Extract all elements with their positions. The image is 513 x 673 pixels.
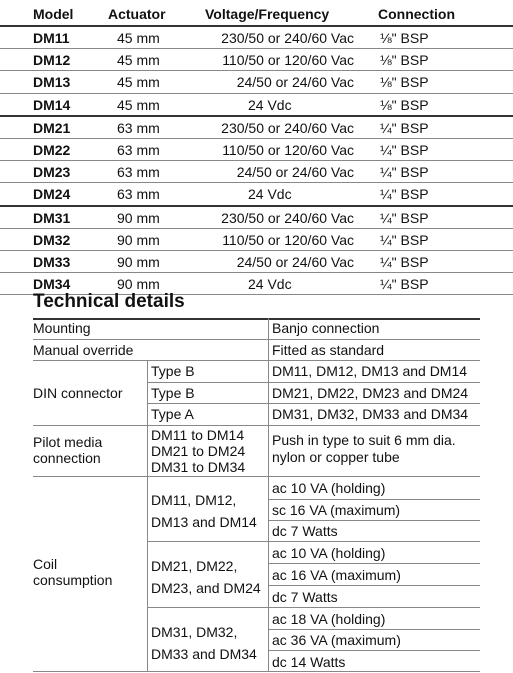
connection-cell: ¼" BSP xyxy=(380,209,429,226)
table-row xyxy=(0,228,513,250)
pilot-label: connection xyxy=(33,450,101,466)
model-cell: DM32 xyxy=(33,231,71,248)
table-row xyxy=(0,250,513,272)
rule xyxy=(33,476,480,477)
model-cell: DM23 xyxy=(33,164,71,181)
coil-value: sc 16 VA (maximum) xyxy=(272,502,401,518)
pilot-models: DM11 to DM14 xyxy=(151,427,245,443)
rule xyxy=(268,650,480,651)
voltage-cell: 24/50 or 24/60 Vac xyxy=(236,253,354,270)
voltage-cell: 24/50 or 24/60 Vac xyxy=(236,164,354,181)
actuator-cell: 45 mm xyxy=(117,74,160,91)
voltage-cell: 24 Vdc xyxy=(248,276,292,293)
din-models: DM31, DM32, DM33 and DM34 xyxy=(272,406,469,422)
header-connection: Connection xyxy=(378,6,455,22)
din-label: DIN connector xyxy=(33,385,123,401)
table-row xyxy=(0,205,513,228)
table-row xyxy=(0,48,513,70)
model-cell: DM11 xyxy=(33,30,70,46)
override-value: Fitted as standard xyxy=(272,342,385,358)
model-cell: DM34 xyxy=(33,276,71,293)
model-cell: DM31 xyxy=(33,209,71,226)
pilot-value: Push in type to suit 6 mm dia. xyxy=(272,432,456,448)
model-cell: DM33 xyxy=(33,253,71,270)
model-cell: DM24 xyxy=(33,186,71,203)
coil-models: DM13 and DM14 xyxy=(151,514,257,530)
voltage-cell: 110/50 or 120/60 Vac xyxy=(222,231,354,248)
coil-models: DM23, and DM24 xyxy=(151,580,261,596)
model-table-header xyxy=(0,0,513,24)
actuator-cell: 90 mm xyxy=(117,209,160,226)
pilot-value: nylon or copper tube xyxy=(272,449,400,465)
coil-models: DM21, DM22, xyxy=(151,558,238,574)
rule xyxy=(33,318,480,320)
voltage-cell: 230/50 or 240/60 Vac xyxy=(221,119,354,136)
model-cell: DM22 xyxy=(33,141,71,158)
din-type: Type A xyxy=(151,406,194,422)
rule xyxy=(268,318,269,672)
connection-cell: ¼" BSP xyxy=(380,141,429,158)
connection-cell: ¼" BSP xyxy=(380,119,429,136)
rule xyxy=(33,425,480,426)
din-type: Type B xyxy=(151,385,195,401)
actuator-cell: 45 mm xyxy=(117,30,160,46)
model-cell: DM21 xyxy=(33,119,71,136)
coil-value: dc 7 Watts xyxy=(272,523,338,539)
actuator-cell: 63 mm xyxy=(117,119,160,136)
coil-label: consumption xyxy=(33,572,113,588)
coil-value: ac 10 VA (holding) xyxy=(272,480,386,496)
rule xyxy=(147,541,480,542)
din-models: DM11, DM12, DM13 and DM14 xyxy=(272,363,468,379)
table-row xyxy=(0,182,513,204)
din-models: DM21, DM22, DM23 and DM24 xyxy=(272,385,469,401)
actuator-cell: 63 mm xyxy=(117,164,160,181)
connection-cell: ¼" BSP xyxy=(380,276,429,293)
coil-value: ac 36 VA (maximum) xyxy=(272,632,401,648)
rule xyxy=(268,585,480,586)
coil-value: ac 10 VA (holding) xyxy=(272,545,386,561)
rule xyxy=(268,629,480,630)
coil-models: DM31, DM32, xyxy=(151,624,238,640)
actuator-cell: 63 mm xyxy=(117,186,160,203)
connection-cell: ¼" BSP xyxy=(380,231,429,248)
rule xyxy=(268,520,480,521)
header-voltage: Voltage/Frequency xyxy=(205,6,330,22)
actuator-cell: 63 mm xyxy=(117,141,160,158)
rule xyxy=(268,563,480,564)
coil-models: DM11, DM12, xyxy=(151,492,237,508)
coil-models: DM33 and DM34 xyxy=(151,646,257,662)
rule xyxy=(147,476,148,672)
actuator-cell: 90 mm xyxy=(117,276,160,293)
table-row xyxy=(0,25,513,48)
connection-cell: ⅛" BSP xyxy=(380,30,429,46)
voltage-cell: 230/50 or 240/60 Vac xyxy=(221,209,354,226)
voltage-cell: 230/50 or 240/60 Vac xyxy=(221,30,354,46)
table-row xyxy=(0,93,513,115)
rule xyxy=(33,671,480,672)
model-cell: DM14 xyxy=(33,96,71,113)
rule xyxy=(147,607,480,608)
header-model: Model xyxy=(33,6,74,22)
rule xyxy=(147,403,480,404)
pilot-models: DM31 to DM34 xyxy=(151,459,246,475)
override-label: Manual override xyxy=(33,342,134,358)
mounting-value: Banjo connection xyxy=(272,320,380,336)
table-row xyxy=(0,138,513,160)
coil-label: Coil xyxy=(33,556,58,572)
din-type: Type B xyxy=(151,363,195,379)
actuator-cell: 90 mm xyxy=(117,231,160,248)
actuator-cell: 45 mm xyxy=(117,52,160,69)
model-cell: DM12 xyxy=(33,52,71,69)
rule xyxy=(147,360,148,476)
connection-cell: ¼" BSP xyxy=(380,186,429,203)
technical-details-table xyxy=(0,318,513,672)
connection-cell: ⅛" BSP xyxy=(380,96,429,113)
pilot-models: DM21 to DM24 xyxy=(151,443,246,459)
model-table xyxy=(0,25,513,295)
technical-details-title: Technical details xyxy=(33,291,185,312)
coil-value: ac 18 VA (holding) xyxy=(272,611,386,627)
connection-cell: ¼" BSP xyxy=(380,253,429,270)
header-actuator: Actuator xyxy=(108,6,166,22)
mounting-label: Mounting xyxy=(33,320,91,336)
voltage-cell: 24/50 or 24/60 Vac xyxy=(236,74,354,91)
voltage-cell: 110/50 or 120/60 Vac xyxy=(222,52,354,69)
voltage-cell: 24 Vdc xyxy=(248,96,292,113)
rule xyxy=(147,382,480,383)
rule xyxy=(33,339,480,340)
pilot-label: Pilot media xyxy=(33,434,103,450)
connection-cell: ⅛" BSP xyxy=(380,74,429,91)
coil-value: dc 7 Watts xyxy=(272,589,338,605)
actuator-cell: 45 mm xyxy=(117,96,160,113)
voltage-cell: 110/50 or 120/60 Vac xyxy=(222,141,354,158)
actuator-cell: 90 mm xyxy=(117,253,160,270)
rule xyxy=(268,499,480,500)
coil-value: dc 14 Watts xyxy=(272,654,346,670)
table-row xyxy=(0,160,513,182)
voltage-cell: 24 Vdc xyxy=(248,186,292,203)
model-cell: DM13 xyxy=(33,74,71,91)
connection-cell: ¼" BSP xyxy=(380,164,429,181)
table-row xyxy=(0,115,513,138)
coil-value: ac 16 VA (maximum) xyxy=(272,567,401,583)
rule xyxy=(33,360,480,361)
table-row xyxy=(0,70,513,92)
connection-cell: ⅛" BSP xyxy=(380,52,429,69)
